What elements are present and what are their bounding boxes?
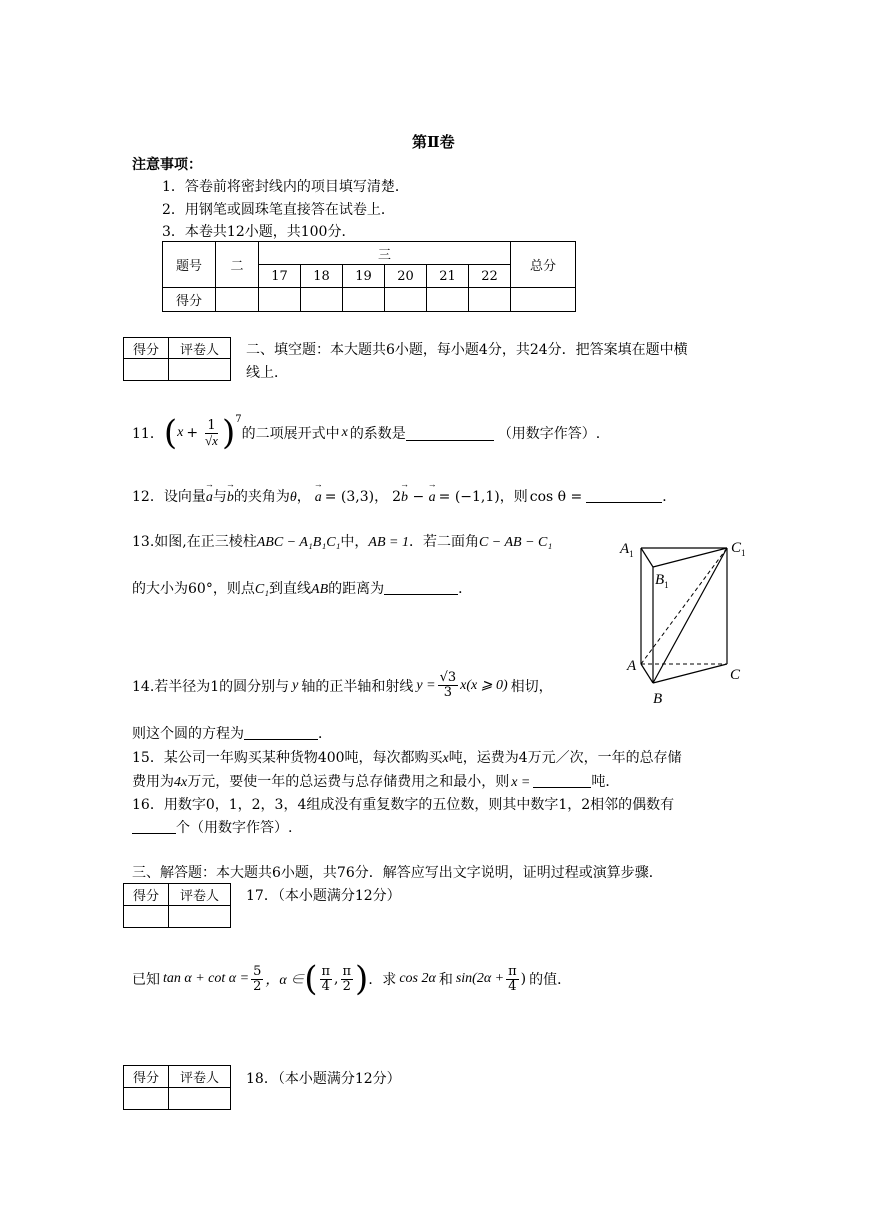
q11-text: 的二项展开式中 xyxy=(241,426,340,442)
grader-box-grader-cell[interactable] xyxy=(169,359,231,381)
edge-b-c xyxy=(653,664,727,683)
q12-theta: θ xyxy=(289,490,297,505)
q13-c1: C₁ xyxy=(254,582,270,597)
q17-right-paren: ) xyxy=(355,959,369,999)
notice-heading: 注意事项： xyxy=(132,157,202,173)
grader-box-q18 xyxy=(123,1065,231,1110)
q14-fraction xyxy=(438,671,459,700)
q12-comma2: ， xyxy=(374,489,389,505)
score-cell[interactable] xyxy=(511,288,576,312)
score-table-col-22: 22 xyxy=(469,265,511,288)
grader-box-grader-label: 评卷人 xyxy=(169,338,231,359)
question-16-line1: 16．用数字0，1，2，3，4组成没有重复数字的五位数，则其中数字1，2相邻的偶数有 xyxy=(132,797,675,813)
q12-vec-a: → a xyxy=(206,490,213,506)
q17-frac4 xyxy=(506,965,519,994)
edge-a-b xyxy=(641,664,653,683)
q12-vec-a3: → a xyxy=(429,490,436,506)
question-11 xyxy=(132,413,601,453)
q17-frac4-num: π xyxy=(508,963,517,979)
q14-line1c: 相切， xyxy=(510,678,553,695)
q11-answer-blank[interactable] xyxy=(406,426,494,441)
q15-line2c: 吨． xyxy=(591,774,620,790)
q13-angle: C − AB − C₁ xyxy=(478,535,553,550)
q11-fraction xyxy=(203,419,220,448)
q15-xeq: x = xyxy=(511,775,531,790)
q17-alpha: ，α ∈ xyxy=(265,973,305,988)
label-b1: $B_1$ xyxy=(655,572,669,590)
grader-box-score-cell[interactable] xyxy=(124,906,169,928)
edge-a-c1-hidden xyxy=(641,548,727,664)
notice-item-1: 1．答卷前将密封线内的项目填写清楚． xyxy=(162,179,409,195)
question-14-line1 xyxy=(132,671,553,700)
score-table-col-two: 二 xyxy=(216,242,259,288)
grader-box-score-label: 得分 xyxy=(124,884,169,906)
question-12 xyxy=(132,486,676,506)
q12-vec-a2: → a xyxy=(315,490,322,506)
edge-a1-b1 xyxy=(641,548,653,567)
score-cell[interactable] xyxy=(216,288,259,312)
question-13-line1 xyxy=(132,531,552,551)
q14-yeq: y = xyxy=(416,677,436,693)
q14-frac-den: 3 xyxy=(443,685,452,700)
score-table-col-20: 20 xyxy=(385,265,427,288)
grader-box-q17 xyxy=(123,883,231,928)
q17-frac3-num: π xyxy=(342,963,352,979)
q15-answer-blank[interactable] xyxy=(533,773,591,788)
q11-text2: 的系数是 xyxy=(349,426,406,442)
q17-frac1-den: 2 xyxy=(253,978,262,994)
grader-box-score-label: 得分 xyxy=(124,338,169,359)
q14-line1b: 轴的正半轴和射线 xyxy=(301,678,414,695)
q12-vec-b2: → b xyxy=(401,490,408,506)
grader-box-grader-label: 评卷人 xyxy=(169,884,231,906)
q13-text1: 13.如图,在正三棱柱 xyxy=(132,534,257,550)
q13-line2a: 的大小为 xyxy=(132,581,188,597)
q17-sin: sin(2α + xyxy=(455,971,505,986)
q15-fourx: 4x xyxy=(174,775,188,790)
q17-frac1-num: 5 xyxy=(253,963,262,979)
q13-ruo: ．若二面角 xyxy=(408,534,479,550)
q17-frac2 xyxy=(320,965,333,994)
q13-zhong: 中， xyxy=(340,534,369,550)
q15-line2a: 费用为 xyxy=(132,774,174,790)
q12-answer-blank[interactable] xyxy=(586,488,662,503)
q11-left-paren: ( xyxy=(163,413,178,453)
edge-b-c1 xyxy=(653,548,727,683)
score-cell[interactable] xyxy=(301,288,343,312)
q11-x: x xyxy=(177,425,184,440)
question-16-line2 xyxy=(132,817,292,837)
q17-qiu: ．求 xyxy=(368,972,397,988)
q11-frac-num: 1 xyxy=(207,417,216,433)
question-14-line2 xyxy=(132,723,332,743)
q17-de: 的值． xyxy=(529,972,572,988)
q14-line2: 则这个圆的方程为 xyxy=(132,726,244,742)
score-cell[interactable] xyxy=(259,288,301,312)
q11-frac-den: √x xyxy=(205,432,218,448)
section3-intro: 三、解答题：本大题共6小题，共76分．解答应写出文字说明，证明过程或演算步骤． xyxy=(132,865,663,881)
q17-left-paren: ( xyxy=(304,959,318,999)
q12-comma1: ， xyxy=(296,489,311,505)
score-cell[interactable] xyxy=(385,288,427,312)
question-17-body xyxy=(132,959,572,999)
q12-eq2: = (−1,1) xyxy=(438,489,500,505)
q12-cos: cos θ = xyxy=(529,489,583,505)
q12-eq1: = (3,3) xyxy=(324,489,375,505)
q16-answer-blank[interactable] xyxy=(132,819,176,834)
grader-box-grader-cell[interactable] xyxy=(169,906,231,928)
score-table-col-19: 19 xyxy=(343,265,385,288)
q17-frac3 xyxy=(341,965,354,994)
q17-frac4-den: 4 xyxy=(508,978,517,994)
grader-box-score-cell[interactable] xyxy=(124,1088,169,1110)
notice-item-3: 3．本卷共12小题，共100分． xyxy=(162,224,356,240)
q13-line2b: ，则点 xyxy=(212,581,255,597)
score-table-tihao: 题号 xyxy=(163,242,216,288)
q11-tail: （用数字作答）. xyxy=(497,426,601,442)
section2-intro-line1: 二、填空题：本大题共6小题，每小题4分，共24分．把答案填在题中横 xyxy=(246,342,688,358)
q17-title: 17．（本小题满分12分） xyxy=(246,888,401,904)
score-table-col-21: 21 xyxy=(427,265,469,288)
q11-right-paren: ) xyxy=(221,413,236,453)
q17-cos2a: cos 2α xyxy=(399,971,436,986)
q12-jiao: 的夹角为 xyxy=(233,489,290,505)
grader-box-section2 xyxy=(123,337,231,381)
q12-two: 2 xyxy=(392,489,402,505)
q17-tan: tan α + cot α = xyxy=(163,971,250,986)
q16-line2: 个（用数字作答）. xyxy=(176,820,293,836)
label-a: A xyxy=(627,658,637,674)
question-15-line1 xyxy=(132,747,682,767)
q17-frac2-den: 4 xyxy=(321,978,330,994)
q14-cond: x(x ⩾ 0) xyxy=(460,678,508,693)
grader-box-grader-cell[interactable] xyxy=(169,1088,231,1110)
score-table-defen: 得分 xyxy=(163,288,216,312)
q13-ab: AB = 1 xyxy=(368,535,409,550)
page-title: 第Ⅱ卷 xyxy=(412,133,455,151)
q15-x: x xyxy=(442,751,449,766)
q12-end: ． xyxy=(662,489,677,505)
q14-end: ． xyxy=(318,726,332,742)
q12-yu: 与 xyxy=(212,489,227,505)
q15-line1a: 15．某公司一年购买某种货物400吨，每次都购买 xyxy=(132,750,443,766)
q14-y: y xyxy=(292,677,299,693)
score-table-col-17: 17 xyxy=(259,265,301,288)
score-table-total: 总分 xyxy=(511,242,576,288)
q13-ab2: AB xyxy=(311,582,329,597)
q18-title: 18．（本小题满分12分） xyxy=(246,1071,401,1087)
q11-exponent: 7 xyxy=(235,414,242,425)
q14-answer-blank[interactable] xyxy=(244,725,318,740)
section2-intro-line2: 线上． xyxy=(246,365,288,381)
q17-comma: , xyxy=(334,971,339,987)
label-c1: $C_1$ xyxy=(731,540,746,558)
question-15-line2 xyxy=(132,771,619,791)
q14-line1a: 14.若半径为1的圆分别与 xyxy=(132,678,290,695)
q15-line2b: 万元，要使一年的总运费与总存储费用之和最小，则 xyxy=(187,774,510,790)
q13-answer-blank[interactable] xyxy=(384,580,458,595)
q17-he: 和 xyxy=(438,972,453,988)
q13-deg: 60° xyxy=(188,581,213,597)
grader-box-grader-label: 评卷人 xyxy=(169,1066,231,1088)
q12-ze: ，则 xyxy=(499,489,528,505)
label-c: C xyxy=(730,667,741,683)
q17-frac1 xyxy=(251,965,263,994)
q12-minus: − xyxy=(408,489,429,505)
label-b: B xyxy=(653,691,663,707)
grader-box-score-label: 得分 xyxy=(124,1066,169,1088)
q12-vec-b: → b xyxy=(227,490,234,506)
q17-yizhi: 已知 xyxy=(132,972,160,988)
q17-frac2-num: π xyxy=(321,963,331,979)
score-cell[interactable] xyxy=(469,288,511,312)
q11-var: x xyxy=(341,425,348,440)
score-table-col-three: 三 xyxy=(259,242,511,265)
q12-number: 12．设向量 xyxy=(132,489,206,505)
notice-item-2: 2．用钢笔或圆珠笔直接答在试卷上． xyxy=(162,202,395,218)
label-a1: $A_1$ xyxy=(620,541,634,559)
edge-b1-c1 xyxy=(653,548,727,567)
grader-box-score-cell[interactable] xyxy=(124,359,169,381)
score-cell[interactable] xyxy=(427,288,469,312)
q17-frac3-den: 2 xyxy=(342,978,351,994)
q17-close: ) xyxy=(520,971,527,987)
score-cell[interactable] xyxy=(343,288,385,312)
q13-end: ． xyxy=(458,581,473,597)
q15-line1b: 吨，运费为4万元／次，一年的总存储 xyxy=(448,750,682,766)
score-table-col-18: 18 xyxy=(301,265,343,288)
score-table xyxy=(162,241,576,312)
q13-prism: ABC − A₁B₁C₁ xyxy=(256,535,341,550)
q14-frac-num: √3 xyxy=(439,670,457,685)
q11-plus: + xyxy=(186,425,199,441)
q13-line2d: 的距离为 xyxy=(328,581,385,597)
q11-number: 11． xyxy=(132,426,164,442)
q13-line2c: 到直线 xyxy=(269,581,312,597)
question-13-line2 xyxy=(132,578,472,598)
